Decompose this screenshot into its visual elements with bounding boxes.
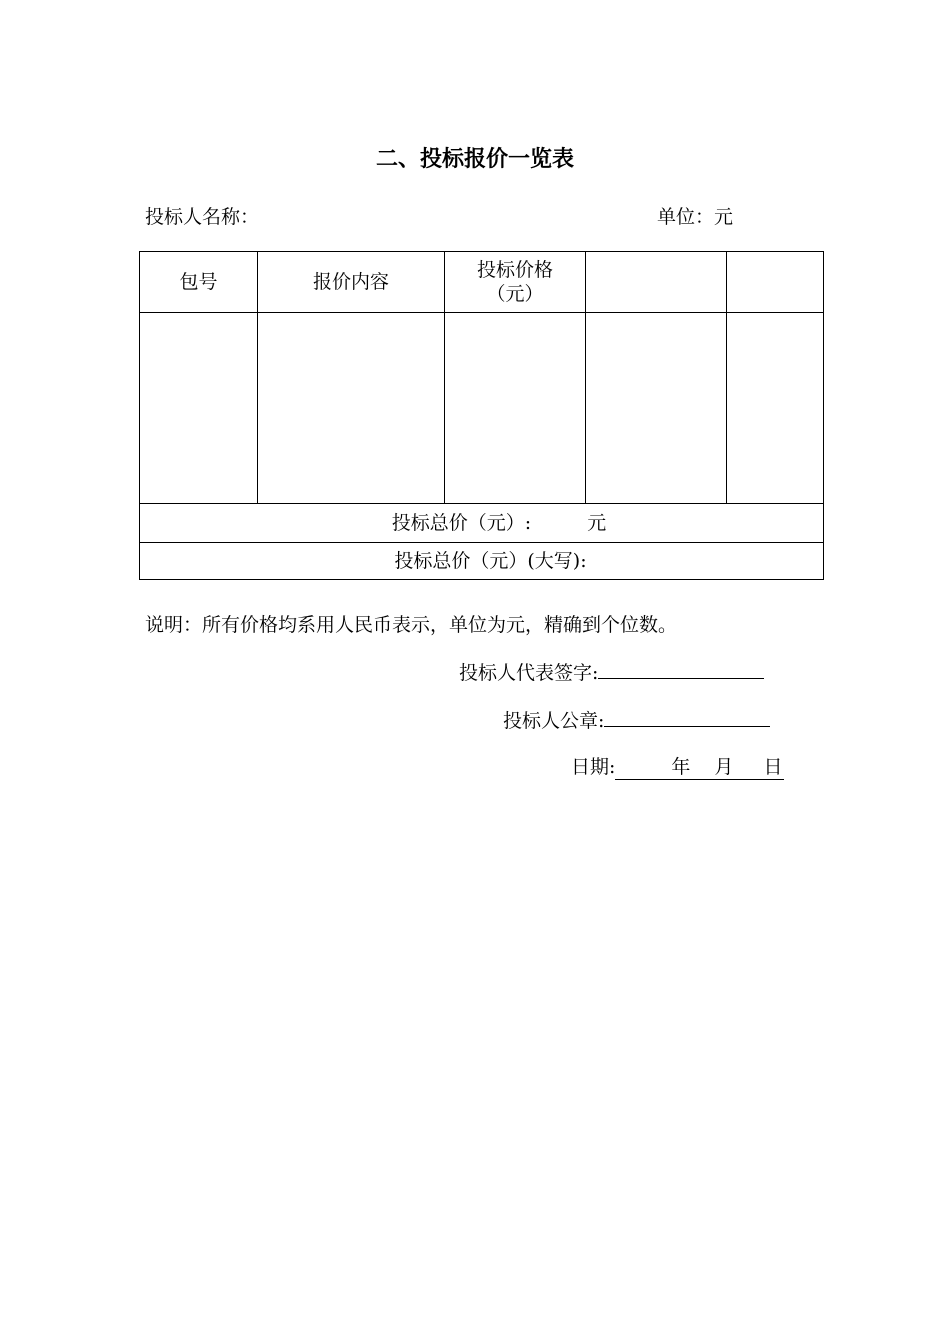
date-month: 月: [714, 756, 734, 778]
cell-bid-price[interactable]: [445, 313, 586, 504]
total-price-upper-wrap: [140, 549, 823, 573]
cell-package-no[interactable]: [140, 313, 258, 504]
col-header-bid-price-line2: （元）: [486, 283, 544, 305]
col-header-package-no: 包号: [140, 252, 258, 313]
total-price-unit: 元: [587, 512, 607, 534]
date-day: 日: [763, 756, 783, 778]
rep-signature-field[interactable]: [598, 656, 764, 679]
total-price-wrap: [140, 511, 823, 535]
seal-line: [503, 704, 770, 736]
rep-signature-line: [459, 656, 764, 688]
seal-field[interactable]: [604, 704, 770, 727]
date-line: [571, 752, 784, 782]
page-title: 二、投标报价一览表: [375, 147, 574, 172]
col-header-bid-price: [445, 252, 586, 313]
cell-quote-content[interactable]: [258, 313, 445, 504]
cell-blank-2[interactable]: [727, 313, 824, 504]
quote-table: [139, 251, 824, 580]
col-header-bid-price-line1: 投标价格: [476, 259, 553, 281]
col-header-blank-2: [727, 252, 824, 313]
cell-blank-1[interactable]: [586, 313, 727, 504]
total-price-upper-label: 投标总价（元）(大写):: [394, 550, 587, 572]
unit-label: 单位：元: [657, 206, 734, 228]
total-price-upper-row: [140, 543, 824, 580]
total-price-upper-cell[interactable]: [140, 543, 824, 580]
total-price-label: 投标总价（元）:: [391, 512, 532, 534]
rep-signature-label: 投标人代表签字:: [459, 662, 599, 684]
date-year: 年: [671, 756, 691, 778]
table-row: [140, 313, 824, 504]
date-field[interactable]: [615, 755, 784, 780]
col-header-quote-content: 报价内容: [258, 252, 445, 313]
total-price-cell[interactable]: [140, 504, 824, 543]
table-header-row: [140, 252, 824, 313]
date-label: 日期:: [571, 756, 616, 778]
col-header-blank-1: [586, 252, 727, 313]
seal-label: 投标人公章:: [503, 710, 605, 732]
total-price-row: [140, 504, 824, 543]
note-text: 说明：所有价格均系用人民币表示，单位为元，精确到个位数。: [145, 614, 678, 636]
bidder-name-label: 投标人名称：: [145, 206, 260, 228]
